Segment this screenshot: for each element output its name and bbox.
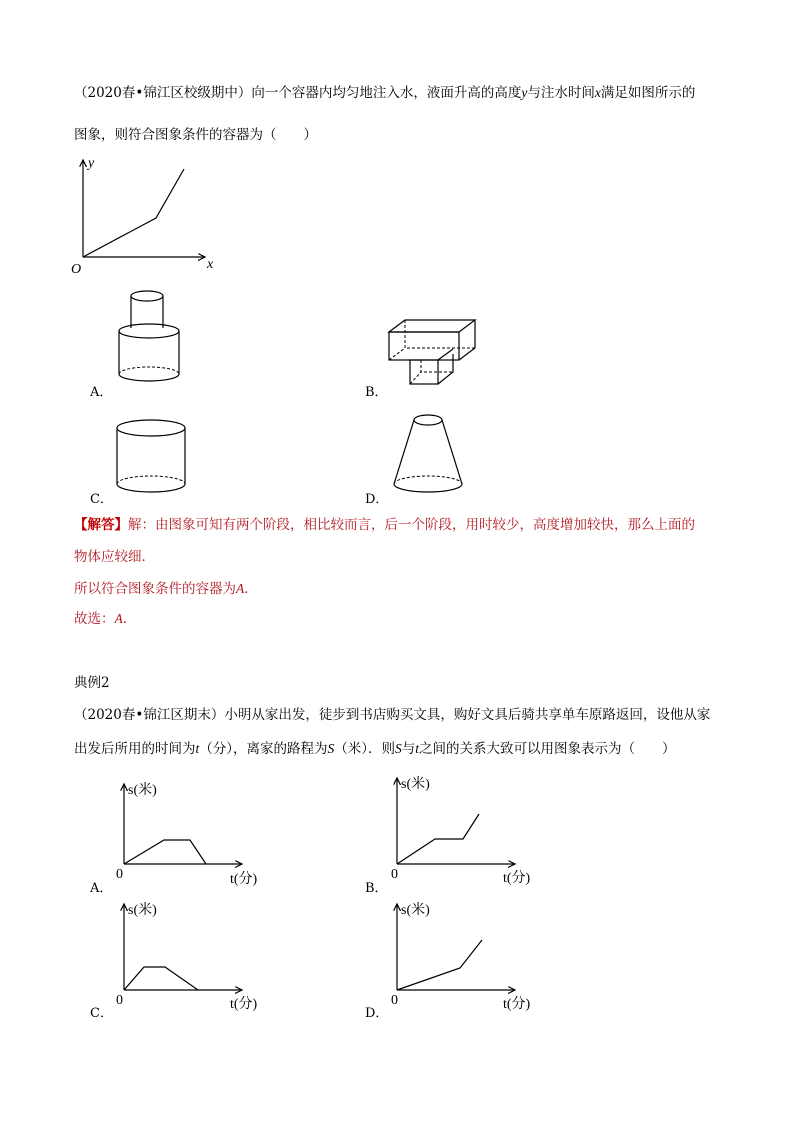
q2-a-line — [124, 840, 206, 864]
q2-d-line — [397, 940, 482, 990]
q2-d-x-label: t(分) — [503, 997, 531, 1012]
answer1-line1: 【解答】解：由图象可知有两个阶段，相比较而言，后一个阶段，用时较少，高度增加较快，那么上面的 — [74, 517, 695, 533]
q1-stem-line2: 图象，则符合图象条件的容器为（ ） — [74, 127, 317, 143]
q2-graph-b — [385, 772, 545, 886]
q1-option-d-figure — [390, 410, 470, 500]
q2-stem-line2: 出发后所用的时间为t（分），离家的路程为S（米）．则S与t之间的关系大致可以用图象表示为（ ） — [74, 741, 676, 757]
q1-option-b-label[interactable]: B． — [365, 385, 388, 400]
q1-option-a-figure — [115, 288, 205, 388]
q1-origin-label: O — [71, 262, 82, 277]
q2-b-origin: 0 — [391, 867, 398, 882]
q1-stem-line1: （2020春•锦江区校级期中）向一个容器内均匀地注入水，液面升高的高度y与注水时间x满足如图所示的 — [74, 85, 696, 101]
q2-c-line — [124, 967, 198, 990]
q2-option-c-label[interactable]: C． — [90, 1006, 113, 1021]
q2-b-y-label: s(米) — [401, 777, 430, 792]
q1-y-label: y — [88, 156, 95, 171]
q1-option-c-label[interactable]: C． — [90, 492, 113, 507]
answer1-line2: 物体应较细． — [74, 549, 155, 565]
q2-b-line — [397, 814, 479, 864]
q1-option-a-label[interactable]: A． — [90, 385, 113, 400]
answer1-line3: 所以符合图象条件的容器为A． — [74, 581, 258, 597]
q2-option-b-label[interactable]: B． — [365, 881, 388, 896]
q2-c-origin: 0 — [116, 993, 123, 1008]
q1-option-c-figure — [113, 418, 193, 498]
q2-option-a-label[interactable]: A． — [90, 881, 113, 896]
q2-d-origin: 0 — [391, 993, 398, 1008]
q1-option-d-label[interactable]: D． — [365, 492, 389, 507]
q2-option-d-label[interactable]: D． — [365, 1006, 389, 1021]
q2-b-x-label: t(分) — [503, 871, 531, 886]
q2-a-origin: 0 — [116, 867, 123, 882]
q1-option-b-figure — [385, 316, 495, 396]
q2-stem-line1: （2020春•锦江区期末）小明从家出发，徒步到书店购买文具，购好文具后骑共享单车原路返回，设他从家 — [74, 707, 711, 723]
q1-graph-line — [83, 169, 184, 257]
q2-a-y-label: s(米) — [128, 783, 157, 798]
q1-graph — [60, 150, 240, 280]
q2-heading: 典例2 — [74, 675, 110, 691]
q2-c-y-label: s(米) — [128, 903, 157, 918]
q2-d-y-label: s(米) — [401, 903, 430, 918]
answer1-line4: 故选：A． — [74, 611, 137, 627]
q2-graph-d — [385, 898, 545, 1012]
q2-c-x-label: t(分) — [230, 997, 258, 1012]
q2-a-x-label: t(分) — [230, 872, 258, 887]
q2-graph-c — [110, 898, 270, 1012]
q1-x-label: x — [207, 257, 214, 272]
q2-graph-a — [110, 778, 270, 888]
